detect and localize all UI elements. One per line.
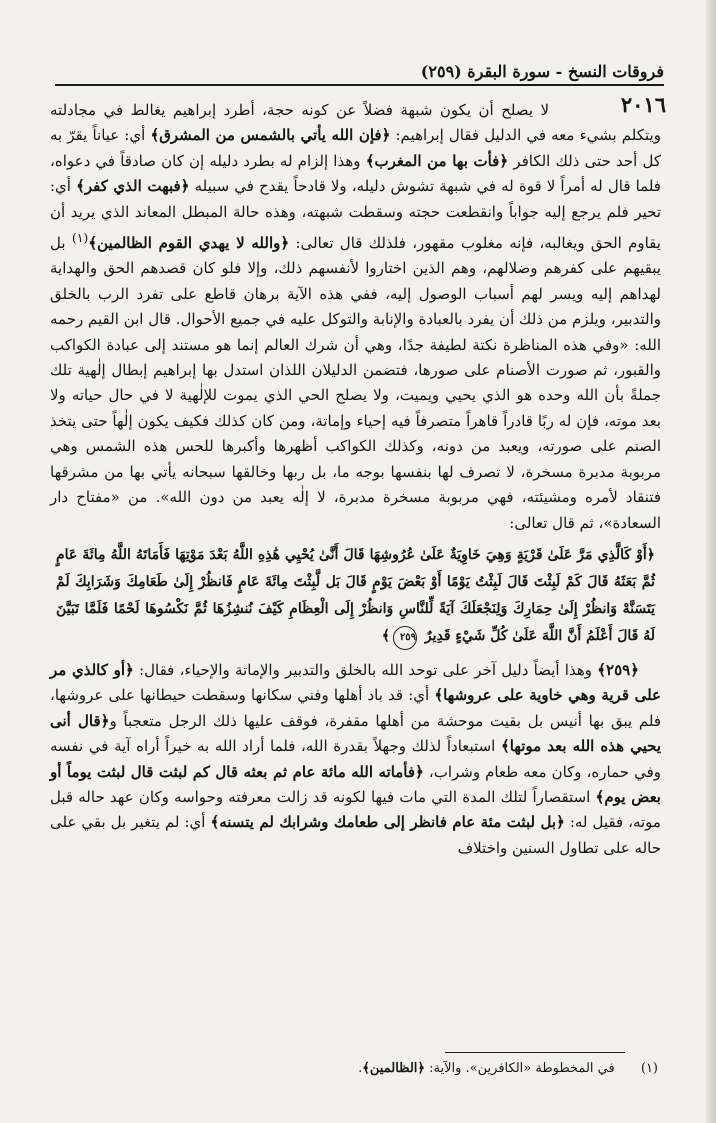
p4-text-a: وهذا أيضاً دليل آخر على توحد الله بالخلق والتدبير والإماتة والإحياء، فقال: (139, 660, 592, 679)
p4-text-b: أي: قد باد أهلها وفني سكانها وسقطت حيطانها على عروشها، فلم يبق بها أنيس بل بقيت موحشة من أهلها مقفرة، فوقف عليها ذلك الرجل متعجباً و (50, 686, 662, 730)
quote-5: ﴿أو كالذي مر على قرية وهي خاوية على عروشها﴾ (50, 660, 661, 705)
footnote-number: (١) (640, 1061, 658, 1076)
quote-8: ﴿بل لبثت مئة عام فانظر إلى طعامك وشرابك لم يتسنه﴾ (210, 813, 565, 832)
footnote-end: . (358, 1061, 363, 1076)
ayah-number-marker: ٢٥٩ (393, 626, 417, 650)
paragraph-1 (50, 98, 661, 536)
paragraph-tafsir-259 (50, 658, 661, 861)
p2-text-c: أي: تحير فلم يرجع إليه جواباً وانقطعت حجته وسقطت شبهته، وهذه حالة المبطل المعاند الذي يريد أن يقاوم الحق ويغالبه، فإنه مغلوب مقهور، فلذلك قال تعالى: (50, 177, 661, 253)
p2-text-b: وهذا إلزام له بطرد دليله إن كان صادقاً في دعواه، فلما قال له أمراً لا قوة له في شبهة تشوش دليله، ولا قادحاً يقدح في سبيله (50, 151, 661, 196)
quote-2: ﴿فأت بها من المغرب﴾ (365, 151, 509, 170)
quote-7: ﴿فأماته الله مائة عام ثم بعثه قال كم لبثت قال لبثت يوماً أو بعض يوم﴾ (50, 762, 661, 806)
p2-text-d: بل يبقيهم على كفرهم وضلالهم، وهم الذين اختاروا لأنفسهم ذلك، وإلا فلو كان قصدهم الحق والهداية لهداهم إليه ويسر لهم أسباب الوصول إليه، ففي هذه الآية برهان قاطع على تفرد الرب بالخلق والتدبير، ويلزم من ذلك أن يفرد بالعبادة والإنابة والتوكل عليه في جميع الأحوال. (50, 234, 661, 329)
footnote (90, 1058, 658, 1080)
quran-verse (56, 542, 655, 650)
page-number: ٢٠١٦ (620, 92, 666, 117)
p4-text-d: استقصاراً لتلك المدة التي مات فيها لكونه قد زالت معرفته وحواسه وكان عهد حاله قبل موته، فقيل له: (50, 787, 661, 832)
verse-close: ﴾ (381, 627, 390, 644)
footnote-ref: (١) (71, 230, 89, 246)
paragraph-ibn-qayyim: قال ابن القيم رحمه الله: «وفي هذه المناظرة نكتة لطيفة جدًا، وهي أن شرك العالم إنما هو مستند إلى عبادة الكواكب والقبور، ثم صورت الأصنام على صورها، فتضمن الدليلان اللذان استدل بها إبراهيم إبطال إلٰهية تلك جملةً بأن الله وحده هو الذي يحيي ويميت، ولا يصلح الحي الذي يموت للإلٰهية لا في حال حياته ولا بعد موته، فإن له ربًا قادراً قاهراً متصرفاً فيه إحياء وإماتة، ومن كان كذلك فكيف يكون إلٰهاً حتى يتخذ الصنم على صورته، ويعبد من دونه، وكذلك الكواكب أظهرها وأكبرها للحس هذه الشمس وهي مربوبة مدبرة مسخرة، لا تصرف لها بنفسها بوجه ما، بل ربها وخالقها سبحانه يأتي بها من مشرقها فتنقاد لأمره ومشيئته، فهي مربوبة مسخرة مدبرة، لا إلٰه يعبد من دون الله». من «مفتاح دار السعادة»، ثم قال تعالى: (50, 310, 661, 532)
p1-text: لا يصلح أن يكون شبهة فضلاً عن كونه حجة، أطرد إبراهيم يغالط في مجادلته ويتكلم بشيء (50, 101, 661, 145)
footnote-text: في المخطوطة «الكافرين». والآية: (429, 1061, 615, 1076)
p2-lead: معه في الدليل فقال إبراهيم: (395, 126, 575, 145)
p4-text-c: استبعاداً لذلك وجهلاً بقدرة الله، فلما أراد الله به خيراً أراه آية في نفسه وفي حماره، وكان معه طعام وشراب، (50, 737, 661, 781)
verse-text: ﴿أَوْ كَالَّذِي مَرَّ عَلَىٰ قَرْيَةٍ وَهِيَ خَاوِيَةٌ عَلَىٰ عُرُوشِهَا قَالَ أَنَّىٰ يُحْيِي هَٰذِهِ اللَّهُ بَعْدَ مَوْتِهَا فَأَمَاتَهُ اللَّهُ مِائَةَ عَامٍ ثُمَّ بَعَثَهُ قَالَ كَمْ لَبِثْتَ قَالَ لَبِثْتُ يَوْمًا أَوْ بَعْضَ يَوْمٍ قَالَ بَل لَّبِثْتَ مِائَةَ عَامٍ فَانظُرْ إِلَىٰ طَعَامِكَ وَشَرَابِكَ لَمْ يَتَسَنَّهْ وَانظُرْ إِلَىٰ حِمَارِكَ وَلِنَجْعَلَكَ آيَةً لِّلنَّاسِ وَانظُرْ إِلَى الْعِظَامِ كَيْفَ نُنشِزُهَا ثُمَّ نَكْسُوهَا لَحْمًا فَلَمَّا تَبَيَّنَ لَهُ قَالَ أَعْلَمُ أَنَّ اللَّهَ عَلَىٰ كُلِّ شَيْءٍ قَدِيرٌ (56, 546, 655, 644)
footnote-divider (445, 1052, 625, 1053)
p4-text-e: أي: لم يتغير بل بقي على حاله على تطاول السنين واختلاف (50, 813, 661, 857)
quote-3: ﴿فبهت الذي كفر﴾ (76, 177, 190, 196)
verse-number-inline: ﴿٢٥٩﴾ (597, 660, 639, 679)
body-text (50, 98, 661, 861)
p2-text-a: أي: عياناً يقرّ به كل أحد حتى ذلك الكافر (50, 126, 662, 170)
page-edge (706, 0, 716, 1123)
footnote-quote: ﴿الظالمين﴾ (362, 1061, 426, 1076)
quote-1: ﴿فإن الله يأتي بالشمس من المشرق﴾ (150, 126, 391, 145)
running-header (55, 58, 664, 86)
quote-4: ﴿والله لا يهدي القوم الظالمين﴾ (88, 234, 290, 253)
header-title: فروقات النسخ - سورة البقرة (٢٥٩) (420, 61, 664, 81)
quote-6: ﴿قال أنى يحيي هذه الله بعد موتها﴾ (50, 711, 661, 756)
